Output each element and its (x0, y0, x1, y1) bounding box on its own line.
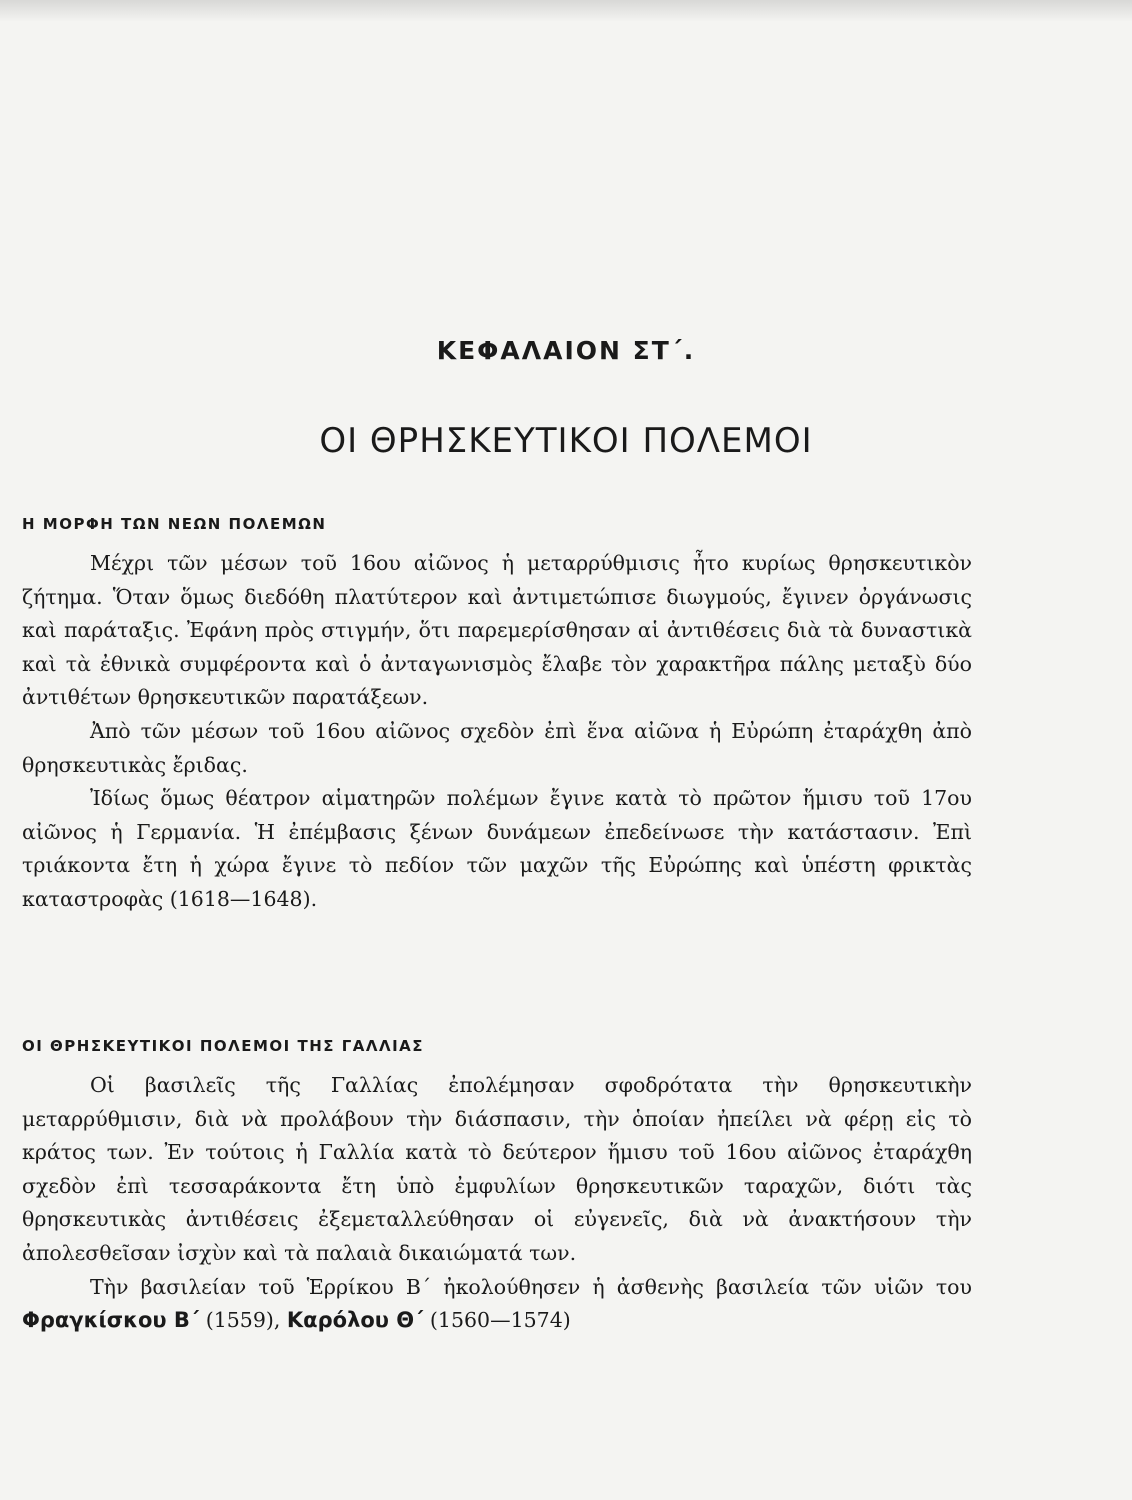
section-body-french-wars (22, 1069, 972, 1338)
paragraph: Μέχρι τῶν μέσων τοῦ 16ου αἰῶνος ἡ μεταρρύθμισις ἦτο κυρίως θρησκευτικὸν ζήτημα. Ὅταν ὅμως διεδόθη πλατύτερον καὶ ἀντιμετώπισε διωγμούς, ἔγινεν ὀργάνωσις καὶ παράταξις. Ἐφάνη πρὸς στιγμήν, ὅτι παρεμερίσθησαν αἱ ἀντιθέσεις διὰ τὰ δυναστικὰ καὶ τὰ ἐθνικὰ συμφέροντα καὶ ὁ ἀνταγωνισμὸς ἔλαβε τὸν χαρακτῆρα πάλης μεταξὺ δύο ἀντιθέτων θρησκευτικῶν παρατάξεων. (22, 551, 972, 710)
text-run: Τὴν βασιλείαν τοῦ Ἑρρίκου Β΄ ἠκολούθησεν ἡ ἀσθενὴς βασιλεία τῶν υἱῶν του (90, 1274, 972, 1299)
bold-name-francis: Φραγκίσκου Β΄ (22, 1308, 200, 1333)
chapter-label: ΚΕΦΑΛΑΙΟΝ ΣΤ΄. (436, 336, 696, 365)
paragraph (22, 1271, 972, 1338)
section-heading-french-wars: ΟΙ ΘΡΗΣΚΕΥΤΙΚΟΙ ΠΟΛΕΜΟΙ ΤΗΣ ΓΑΛΛΙΑΣ (22, 1037, 425, 1055)
section-heading-new-wars: Η ΜΟΡΦΗ ΤΩΝ ΝΕΩΝ ΠΟΛΕΜΩΝ (22, 515, 327, 533)
paragraph: Ἰδίως ὅμως θέατρον αἱματηρῶν πολέμων ἔγινε κατὰ τὸ πρῶτον ἥμισυ τοῦ 17ου αἰῶνος ἡ Γερμανία. Ἡ ἐπέμβασις ξένων δυνάμεων ἐπεδείνωσε τὴν κατάστασιν. Ἐπὶ τριάκοντα ἔτη ἡ χώρα ἔγινε τὸ πεδίον τῶν μαχῶν τῆς Εὐρώπης καὶ ὑπέστη φρικτὰς καταστροφὰς (1618—1648). (22, 786, 972, 911)
scan-edge-shadow (0, 0, 1132, 22)
paragraph: Οἱ βασιλεῖς τῆς Γαλλίας ἐπολέμησαν σφοδρότατα τὴν θρησκευτικὴν μεταρρύθμισιν, διὰ νὰ προλάβουν τὴν διάσπασιν, τὴν ὁποίαν ἠπείλει νὰ φέρῃ εἰς τὸ κράτος των. Ἐν τούτοις ἡ Γαλλία κατὰ τὸ δεύτερον ἥμισυ τοῦ 16ου αἰῶνος ἐταράχθη σχεδὸν ἐπὶ τεσσαράκοντα ἔτη ὑπὸ ἐμφυλίων θρησκευτικῶν ταραχῶν, διότι τὰς θρησκευτικὰς ἀντιθέσεις ἐξεμεταλλεύθησαν οἱ εὐγενεῖς, διὰ νὰ ἀνακτήσουν τὴν ἀπολεσθεῖσαν ἰσχὺν καὶ τὰ παλαιὰ δικαιώματά των. (22, 1073, 972, 1265)
text-run: (1559), (199, 1308, 287, 1333)
text-run: (1560—1574) (423, 1308, 571, 1333)
paragraph: Ἀπὸ τῶν μέσων τοῦ 16ου αἰῶνος σχεδὸν ἐπὶ ἕνα αἰῶνα ἡ Εὐρώπη ἐταράχθη ἀπὸ θρησκευτικὰς ἔριδας. (22, 718, 972, 777)
bold-name-charles: Καρόλου Θ΄ (286, 1308, 424, 1333)
chapter-title: ΟΙ ΘΡΗΣΚΕΥΤΙΚΟΙ ΠΟΛΕΜΟΙ (319, 420, 813, 461)
section-body-new-wars (22, 547, 972, 917)
